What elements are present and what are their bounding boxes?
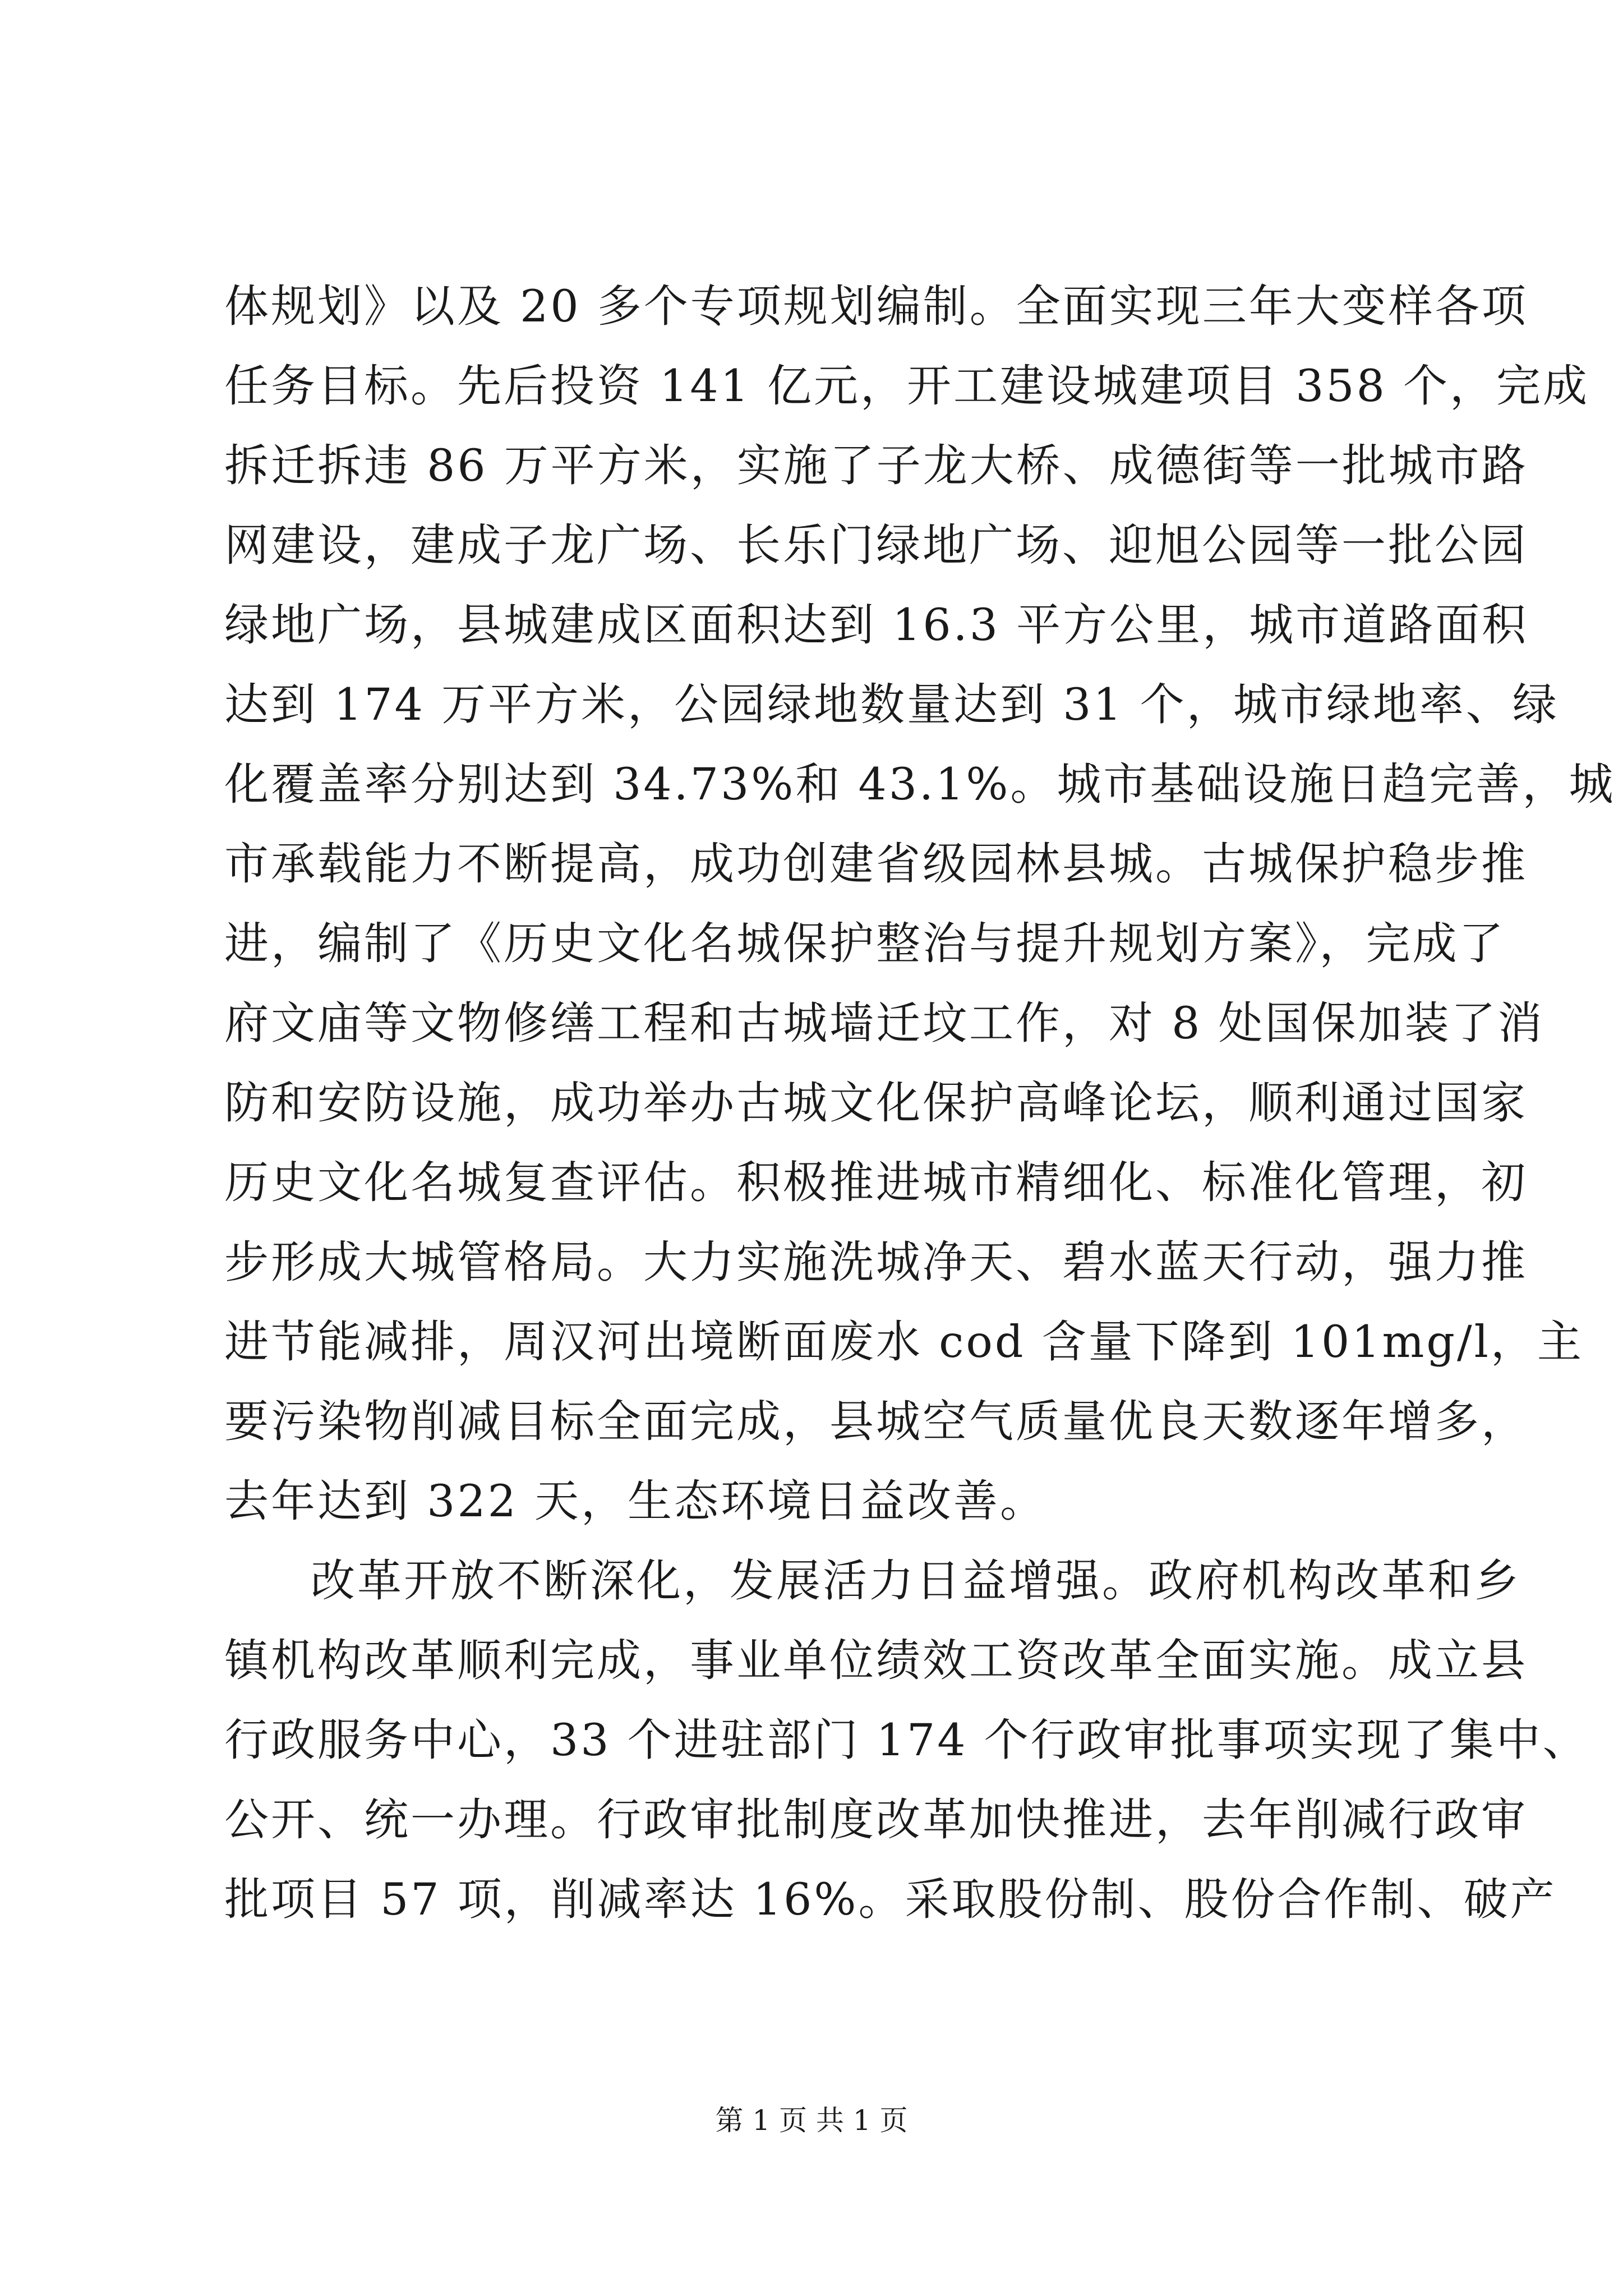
text-line: 去年达到 322 天，生态环境日益改善。 xyxy=(224,1475,1047,1527)
text-line: 防和安防设施，成功举办古城文化保护高峰论坛，顺利通过国家 xyxy=(224,1077,1528,1129)
text-line: 公开、统一办理。行政审批制度改革加快推进，去年削减行政审 xyxy=(224,1794,1528,1846)
text-line: 进节能减排，周汉河出境断面废水 cod 含量下降到 101mg/l，主 xyxy=(224,1316,1584,1368)
text-line: 拆迁拆违 86 万平方米，实施了子龙大桥、成德街等一批城市路 xyxy=(224,440,1528,491)
text-line: 批项目 57 项，削减率达 16%。采取股份制、股份合作制、破产 xyxy=(224,1874,1557,1925)
text-line: 府文庙等文物修缮工程和古城墙迁坟工作，对 8 处国保加装了消 xyxy=(224,997,1544,1049)
text-line: 要污染物削减目标全面完成，县城空气质量优良天数逐年增多， xyxy=(224,1396,1528,1447)
text-line: 改革开放不断深化，发展活力日益增强。政府机构改革和乡 xyxy=(311,1555,1521,1607)
text-line: 进，编制了《历史文化名城保护整治与提升规划方案》，完成了 xyxy=(224,918,1506,969)
text-line: 达到 174 万平方米，公园绿地数量达到 31 个，城市绿地率、绿 xyxy=(224,679,1559,730)
text-line: 绿地广场，县城建成区面积达到 16.3 平方公里，城市道路面积 xyxy=(224,599,1529,651)
text-line: 市承载能力不断提高，成功创建省级园林县城。古城保护稳步推 xyxy=(224,838,1528,890)
text-line: 行政服务中心，33 个进驻部门 174 个行政审批事项实现了集中、 xyxy=(224,1714,1589,1766)
text-line: 任务目标。先后投资 141 亿元，开工建设城建项目 358 个，完成 xyxy=(224,360,1590,412)
text-line: 化覆盖率分别达到 34.73%和 43.1%。城市基础设施日趋完善，城 xyxy=(224,758,1616,810)
body-text xyxy=(224,266,1616,1939)
page-footer: 第 1 页 共 1 页 xyxy=(715,2104,908,2137)
text-line: 网建设，建成子龙广场、长乐门绿地广场、迎旭公园等一批公园 xyxy=(224,519,1528,571)
text-line: 步形成大城管格局。大力实施洗城净天、碧水蓝天行动，强力推 xyxy=(224,1236,1528,1288)
text-line: 镇机构改革顺利完成，事业单位绩效工资改革全面实施。成立县 xyxy=(224,1635,1528,1686)
text-line: 历史文化名城复查评估。积极推进城市精细化、标准化管理，初 xyxy=(224,1157,1528,1208)
text-line: 体规划》以及 20 多个专项规划编制。全面实现三年大变样各项 xyxy=(224,280,1528,332)
